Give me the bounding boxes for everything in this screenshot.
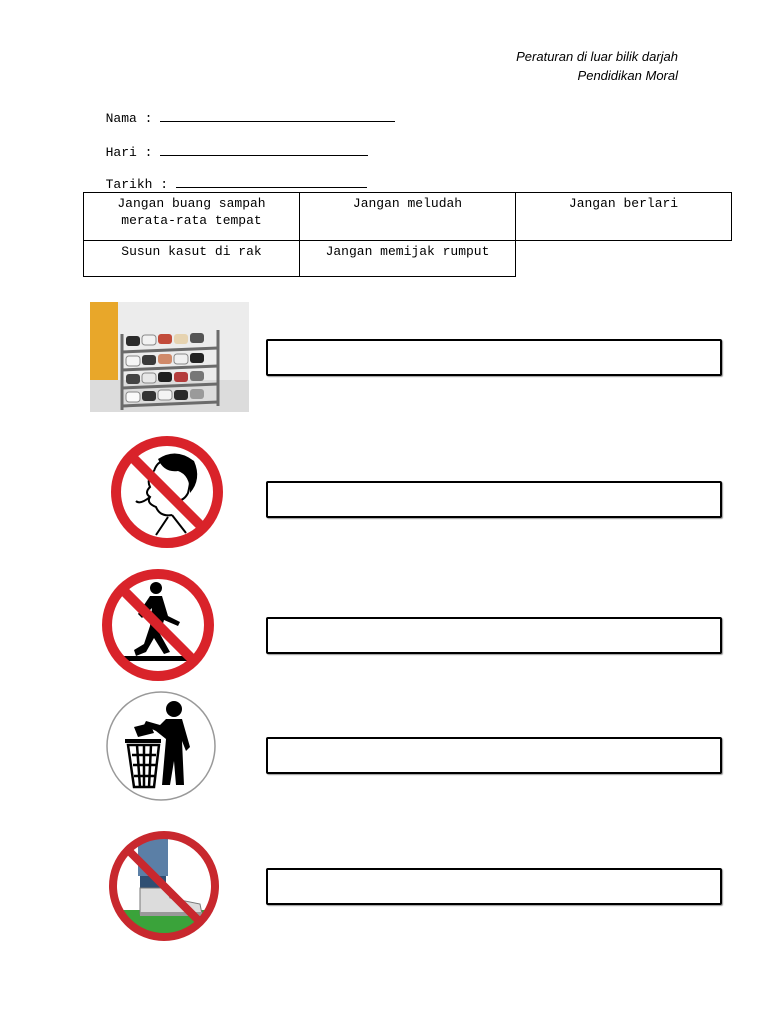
name-input-line[interactable] [160, 109, 395, 122]
answer-box-1[interactable] [266, 339, 722, 376]
answer-box-4[interactable] [266, 737, 722, 774]
date-input-line[interactable] [176, 175, 367, 188]
answer-box-3[interactable] [266, 617, 722, 654]
word-bank-table [83, 192, 732, 277]
day-label: Hari : [105, 145, 161, 160]
header-subject: Pendidikan Moral [577, 68, 678, 83]
word-bank-cell: Jangan meludah [300, 193, 516, 241]
no-running-sign [98, 564, 218, 686]
litter-bin-sign [104, 689, 218, 803]
name-label: Nama : [105, 111, 161, 126]
header-topic: Peraturan di luar bilik darjah [516, 49, 678, 64]
date-field [90, 160, 367, 192]
shoe-rack-photo [90, 302, 249, 412]
word-bank-row [84, 241, 732, 277]
no-spitting-sign [106, 431, 228, 553]
date-label: Tarikh : [105, 177, 176, 192]
worksheet-header [516, 47, 678, 85]
no-stepping-on-grass-sign [104, 826, 224, 946]
day-field [90, 128, 368, 160]
word-bank-cell: Jangan memijak rumput [300, 241, 516, 277]
word-bank-cell: Jangan buang sampah merata-rata tempat [84, 193, 300, 241]
day-input-line[interactable] [160, 143, 368, 156]
answer-box-2[interactable] [266, 481, 722, 518]
name-field [90, 94, 395, 126]
word-bank-empty-cell [516, 241, 732, 277]
word-bank-row [84, 193, 732, 241]
word-bank-cell: Jangan berlari [516, 193, 732, 241]
word-bank-cell: Susun kasut di rak [84, 241, 300, 277]
answer-box-5[interactable] [266, 868, 722, 905]
